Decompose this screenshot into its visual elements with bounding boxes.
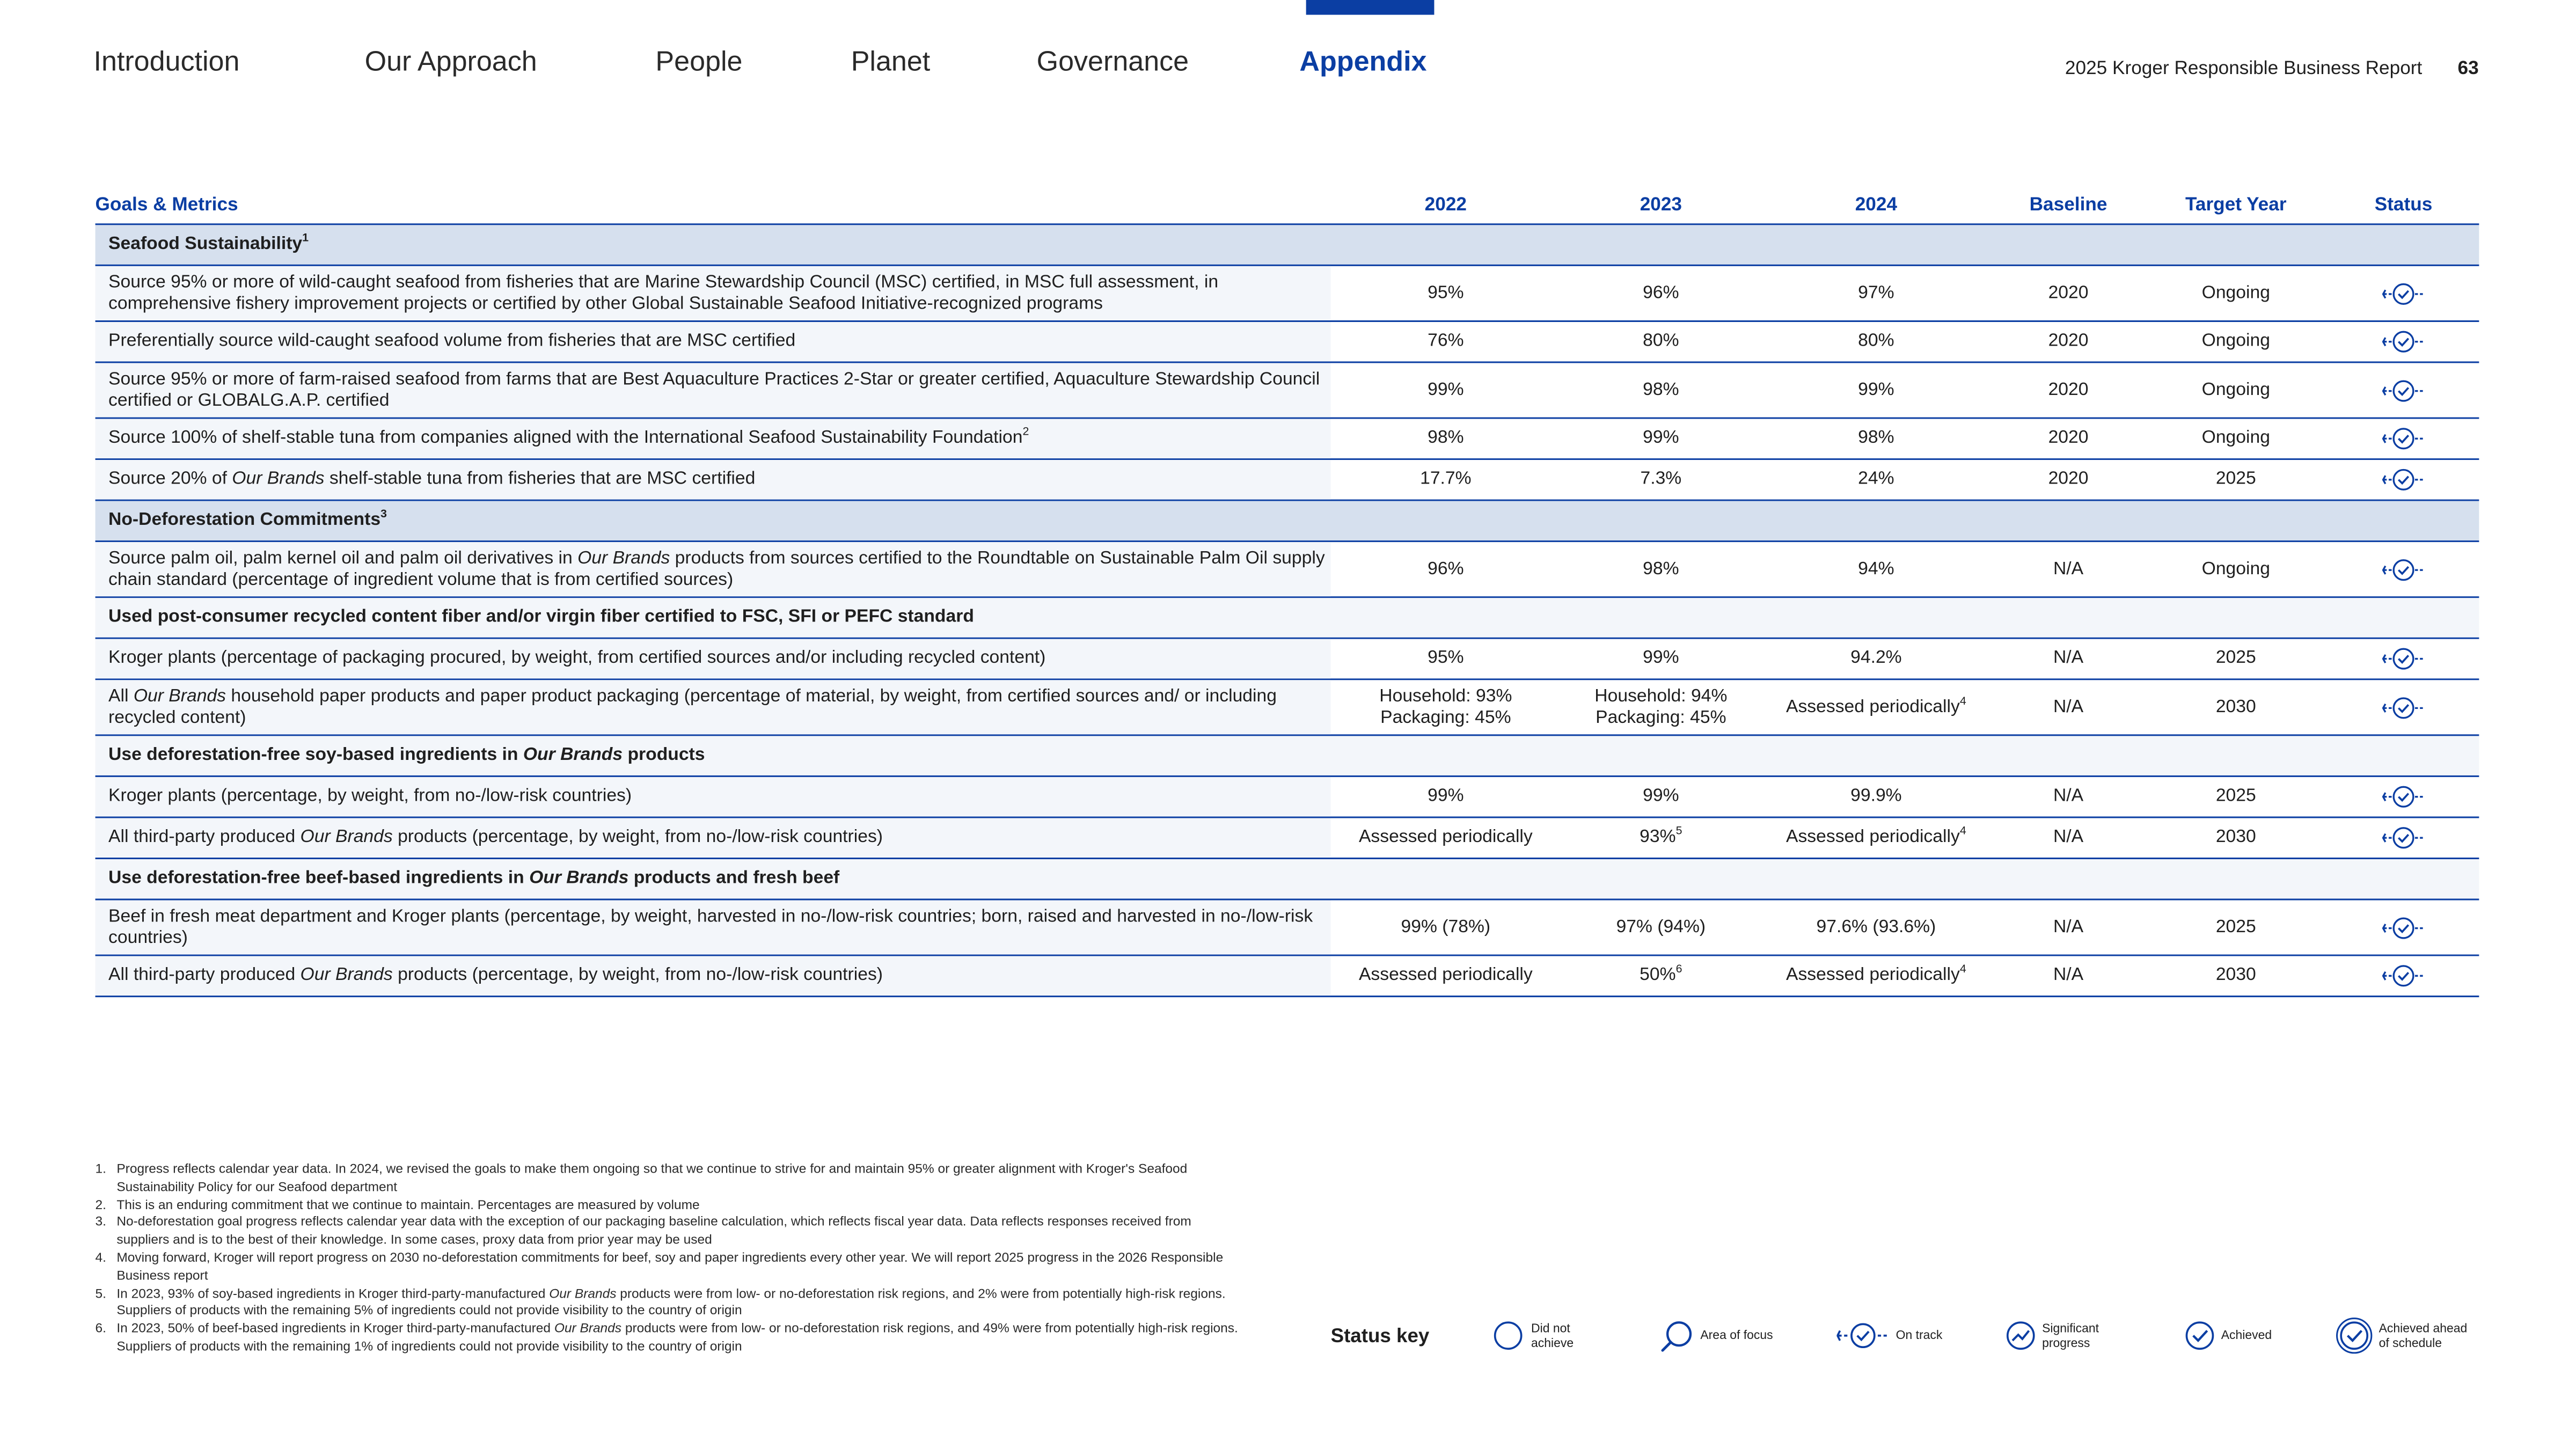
cell-2023: 99% bbox=[1643, 648, 1679, 668]
cell-2023: 93%$^5$ bbox=[1640, 826, 1682, 847]
table-row bbox=[96, 680, 2479, 736]
section-header-row bbox=[96, 225, 2479, 266]
cell-2023: Household: 94% Packaging: 45% bbox=[1594, 686, 1728, 727]
cell-baseline: N/A bbox=[2053, 786, 2084, 806]
table-row bbox=[96, 901, 2479, 956]
table-row bbox=[96, 363, 2479, 419]
cell-target-year: 2025 bbox=[2215, 648, 2256, 668]
row-label: Source 100% of shelf-stable tuna from companies aligned with the International Seafood Sustainability Foundation$^2$ bbox=[108, 427, 1029, 448]
cell-2022: 99% (78%) bbox=[1401, 917, 1491, 936]
cell-target-year: 2030 bbox=[2215, 696, 2256, 716]
subheader-row bbox=[96, 736, 2479, 777]
cell-2024: Assessed periodically$^4$ bbox=[1786, 826, 1966, 847]
cell-target-year: Ongoing bbox=[2201, 558, 2270, 579]
cell-2022: 96% bbox=[1428, 558, 1464, 579]
table-row bbox=[96, 266, 2479, 322]
row-label: No-Deforestation Commitments$^3$ bbox=[108, 509, 387, 530]
row-label: Use deforestation-free beef-based ingredients in Our Brands products and fresh beef bbox=[108, 868, 840, 888]
status-key-label: Area of focus bbox=[1700, 1327, 1773, 1343]
footnote-text: No-deforestation goal progress reflects calendar year data with the exception of our packaging baseline calculation, which reflects fiscal year data. Data reflects responses received from suppliers and is to the best of their knowledge. In some cases, proxy data from prior year may be used bbox=[116, 1214, 1191, 1248]
row-label: Used post-consumer recycled content fiber and/or virgin fiber certified to FSC, SFI or PEFC standard bbox=[108, 607, 974, 627]
col-2024: 2024 bbox=[1855, 195, 1898, 216]
footnote bbox=[96, 1250, 1246, 1286]
footnote bbox=[96, 1321, 1246, 1357]
footnote-ref: 2 bbox=[1022, 427, 1029, 438]
on-track-icon bbox=[2382, 280, 2425, 306]
footnote bbox=[96, 1161, 1246, 1197]
footnote-number: 5. bbox=[95, 1285, 106, 1301]
footnote-number: 6. bbox=[95, 1321, 106, 1336]
row-label: Kroger plants (percentage of packaging procured, by weight, from certified sources and/or including recycled content) bbox=[108, 648, 1046, 668]
footnote bbox=[96, 1197, 1246, 1214]
cell-target-year: 2025 bbox=[2215, 469, 2256, 489]
cell-target-year: 2030 bbox=[2215, 965, 2256, 985]
cell-2023: 99% bbox=[1643, 786, 1679, 806]
nav-people[interactable]: People bbox=[655, 46, 743, 77]
cell-2022: Assessed periodically bbox=[1358, 965, 1533, 985]
cell-2024: Assessed periodically$^4$ bbox=[1786, 964, 1966, 985]
table-row bbox=[96, 956, 2479, 998]
achieved-icon bbox=[2183, 1319, 2216, 1352]
cell-2024: Assessed periodically$^4$ bbox=[1786, 695, 1966, 716]
brand-name: Our Brands bbox=[300, 827, 393, 847]
cell-target-year: 2025 bbox=[2215, 917, 2256, 936]
cell-baseline: 2020 bbox=[2048, 379, 2089, 399]
cell-2022: 99% bbox=[1428, 379, 1464, 399]
row-label: Source palm oil, palm kernel oil and palm oil derivatives in Our Brands products from sources certified to the Roundtable on Sustainable Palm Oil supply chain standard (percentage of ingredient volume that is from certified sources) bbox=[108, 547, 1325, 589]
table-row bbox=[96, 777, 2479, 818]
footnote-number: 1. bbox=[95, 1161, 106, 1176]
on-track-icon bbox=[2382, 694, 2425, 720]
significant-progress-icon bbox=[2004, 1319, 2037, 1352]
footnote-number: 3. bbox=[95, 1214, 106, 1230]
cell-baseline: 2020 bbox=[2048, 469, 2089, 489]
cell-target-year: Ongoing bbox=[2201, 282, 2270, 303]
footnote-number: 4. bbox=[95, 1250, 106, 1265]
table-row bbox=[96, 419, 2479, 460]
footnote-text: Moving forward, Kroger will report progress on 2030 no-deforestation commitments for beef, soy and paper ingredients every other year. We will report 2025 progress in the 2026 Responsible Business report bbox=[116, 1250, 1224, 1283]
status-key-label: Achieved ahead of schedule bbox=[2379, 1321, 2468, 1350]
cell-target-year: 2025 bbox=[2215, 786, 2256, 806]
footnote-number: 2. bbox=[95, 1197, 106, 1212]
cell-baseline: N/A bbox=[2053, 827, 2084, 847]
cell-baseline: N/A bbox=[2053, 965, 2084, 985]
cell-2023: 98% bbox=[1643, 379, 1679, 399]
footnote-ref: 4 bbox=[1959, 695, 1966, 707]
cell-baseline: N/A bbox=[2053, 917, 2084, 936]
on-track-icon bbox=[2382, 426, 2425, 452]
col-2022: 2022 bbox=[1424, 195, 1467, 216]
on-track-icon bbox=[2382, 784, 2425, 810]
row-label: Use deforestation-free soy-based ingredients in Our Brands products bbox=[108, 745, 705, 765]
row-label: All Our Brands household paper products and paper product packaging (percentage of material, by weight, from certified sources and/ or including recycled content) bbox=[108, 686, 1277, 727]
cell-2022: Household: 93% Packaging: 45% bbox=[1379, 686, 1512, 727]
brand-name: Our Brands bbox=[577, 547, 670, 568]
section-header-row bbox=[96, 501, 2479, 543]
cell-2024: 99.9% bbox=[1850, 786, 1902, 806]
cell-baseline: 2020 bbox=[2048, 282, 2089, 303]
cell-2024: 98% bbox=[1858, 428, 1894, 448]
brand-name: Our Brands bbox=[529, 868, 629, 888]
footnote-ref: 4 bbox=[1959, 826, 1966, 838]
table-row bbox=[96, 460, 2479, 501]
row-label: Beef in fresh meat department and Kroger plants (percentage, by weight, harvested in no-/low-risk countries; born, raised and harvested in no-/low-risk countries) bbox=[108, 906, 1313, 947]
row-label: Preferentially source wild-caught seafood volume from fisheries that are MSC certified bbox=[108, 331, 796, 351]
nav-planet[interactable]: Planet bbox=[851, 46, 931, 77]
footnote-ref: 3 bbox=[380, 509, 387, 521]
nav-appendix[interactable]: Appendix bbox=[1299, 46, 1427, 77]
brand-name: Our Brands bbox=[133, 686, 226, 706]
cell-2022: 99% bbox=[1428, 786, 1464, 806]
footnote bbox=[96, 1286, 1246, 1321]
footnote-text: This is an enduring commitment that we continue to maintain. Percentages are measured by volume bbox=[116, 1197, 700, 1212]
cell-2022: 95% bbox=[1428, 282, 1464, 303]
cell-baseline: 2020 bbox=[2048, 428, 2089, 448]
on-track-icon bbox=[2382, 914, 2425, 941]
on-track-icon bbox=[2382, 646, 2425, 672]
brand-name: Our Brands bbox=[232, 469, 325, 489]
row-label: Source 20% of Our Brands shelf-stable tuna from fisheries that are MSC certified bbox=[108, 469, 756, 489]
achieved-ahead-icon bbox=[2334, 1316, 2374, 1355]
status-key bbox=[1331, 1314, 2481, 1360]
cell-2022: 17.7% bbox=[1420, 469, 1472, 489]
on-track-icon bbox=[2382, 963, 2425, 989]
cell-2024: 94% bbox=[1858, 558, 1894, 579]
status-key-label: On track bbox=[1896, 1327, 1943, 1343]
cell-2024: 97% bbox=[1858, 282, 1894, 303]
brand-name: Our Brands bbox=[549, 1285, 617, 1301]
footnote-ref: 1 bbox=[302, 233, 309, 245]
nav-introduction[interactable]: Introduction bbox=[93, 46, 240, 77]
cell-2024: 94.2% bbox=[1850, 648, 1902, 668]
cell-2022: Assessed periodically bbox=[1358, 827, 1533, 847]
row-label: Kroger plants (percentage, by weight, from no-/low-risk countries) bbox=[108, 786, 632, 806]
status-key-label: Did not achieve bbox=[1531, 1321, 1574, 1350]
goals-metrics-table bbox=[96, 191, 2479, 997]
cell-2023: 98% bbox=[1643, 558, 1679, 579]
cell-2023: 96% bbox=[1643, 282, 1679, 303]
footnote-text: In 2023, 50% of beef-based ingredients in Kroger third-party-manufactured Our Brands products were from low- or no-deforestation risk regions, and 49% were from potentially high-risk regions. Suppliers of products with the remaining 1% of ingredients could not provide visibility to the country of origin bbox=[116, 1321, 1238, 1354]
col-baseline: Baseline bbox=[2029, 195, 2107, 216]
status-key-title: Status key bbox=[1330, 1324, 1430, 1348]
cell-target-year: Ongoing bbox=[2201, 379, 2270, 399]
report-title: 2025 Kroger Responsible Business Report bbox=[2065, 59, 2423, 79]
cell-baseline: N/A bbox=[2053, 648, 2084, 668]
col-target-year: Target Year bbox=[2185, 195, 2287, 216]
cell-2023: 97% (94%) bbox=[1616, 917, 1706, 936]
cell-baseline: 2020 bbox=[2048, 331, 2089, 351]
status-key-label: Achieved bbox=[2221, 1327, 2272, 1343]
cell-2024: 97.6% (93.6%) bbox=[1816, 917, 1936, 936]
table-row bbox=[96, 542, 2479, 598]
footnote-ref: 4 bbox=[1959, 964, 1966, 976]
row-label: Seafood Sustainability$^1$ bbox=[108, 233, 309, 254]
col-status: Status bbox=[2374, 195, 2433, 216]
footnote-ref: 5 bbox=[1675, 826, 1682, 838]
nav-our-approach[interactable]: Our Approach bbox=[364, 46, 537, 77]
table-row bbox=[96, 639, 2479, 680]
table-row bbox=[96, 322, 2479, 363]
on-track-icon bbox=[1836, 1319, 1889, 1352]
cell-2022: 76% bbox=[1428, 331, 1464, 351]
subheader-row bbox=[96, 598, 2479, 639]
cell-target-year: 2030 bbox=[2215, 827, 2256, 847]
cell-2023: 99% bbox=[1643, 428, 1679, 448]
cell-2023: 7.3% bbox=[1640, 469, 1682, 489]
brand-name: Our Brands bbox=[554, 1321, 622, 1336]
cell-baseline: N/A bbox=[2053, 696, 2084, 716]
subheader-row bbox=[96, 859, 2479, 901]
cell-2024: 99% bbox=[1858, 379, 1894, 399]
cell-2022: 98% bbox=[1428, 428, 1464, 448]
did-not-achieve-icon bbox=[1492, 1319, 1525, 1352]
row-label: Source 95% or more of farm-raised seafood from farms that are Best Aquaculture Practices 2-Star or greater certified, Aquaculture Stewardship Council certified or GLOBALG.A.P. certified bbox=[108, 369, 1320, 410]
cell-2023: 50%$^6$ bbox=[1640, 964, 1682, 985]
on-track-icon bbox=[2382, 825, 2425, 851]
cell-2024: 24% bbox=[1858, 469, 1894, 489]
row-label: Source 95% or more of wild-caught seafood from fisheries that are Marine Stewardship Council (MSC) certified, in MSC full assessment, in comprehensive fishery improvement projects or certified by other Global Sustainable Seafood Initiative-recognized programs bbox=[108, 272, 1219, 313]
cell-2022: 95% bbox=[1428, 648, 1464, 668]
footnote-text: Progress reflects calendar year data. In 2024, we revised the goals to make them ongoing so that we continue to strive for and maintain 95% or greater alignment with Kroger's Seafood Sustainability Policy for our Seafood department bbox=[116, 1161, 1188, 1194]
table-row bbox=[96, 818, 2479, 859]
cell-target-year: Ongoing bbox=[2201, 331, 2270, 351]
on-track-icon bbox=[2382, 328, 2425, 355]
cell-2023: 80% bbox=[1643, 331, 1679, 351]
cell-2024: 80% bbox=[1858, 331, 1894, 351]
table-body bbox=[96, 225, 2479, 997]
on-track-icon bbox=[2382, 377, 2425, 404]
footnote-text: In 2023, 93% of soy-based ingredients in Kroger third-party-manufactured Our Brands products were from low- or no-deforestation risk regions, and 2% were from potentially high-risk regions. Suppliers of products with the remaining 5% of ingredients could not provide visibility to the country of origin bbox=[116, 1285, 1226, 1319]
col-2023: 2023 bbox=[1640, 195, 1682, 216]
page-number: 63 bbox=[2457, 59, 2479, 79]
brand-name: Our Brands bbox=[523, 745, 623, 765]
cell-baseline: N/A bbox=[2053, 558, 2084, 579]
cell-target-year: Ongoing bbox=[2201, 428, 2270, 448]
nav-governance[interactable]: Governance bbox=[1036, 46, 1189, 77]
status-key-label: Significant progress bbox=[2042, 1321, 2099, 1350]
area-of-focus-icon bbox=[1659, 1319, 1695, 1355]
footnote-ref: 6 bbox=[1675, 964, 1682, 976]
col-goals-metrics: Goals & Metrics bbox=[95, 195, 238, 216]
on-track-icon bbox=[2382, 556, 2425, 582]
footnote bbox=[96, 1214, 1246, 1250]
table-header bbox=[96, 191, 2479, 225]
row-label: All third-party produced Our Brands products (percentage, by weight, from no-/low-risk countries) bbox=[108, 965, 883, 985]
row-label: All third-party produced Our Brands products (percentage, by weight, from no-/low-risk countries) bbox=[108, 827, 883, 847]
brand-name: Our Brands bbox=[300, 965, 393, 985]
footnotes bbox=[96, 1161, 1246, 1357]
on-track-icon bbox=[2382, 466, 2425, 493]
active-tab-indicator bbox=[1306, 0, 1435, 15]
